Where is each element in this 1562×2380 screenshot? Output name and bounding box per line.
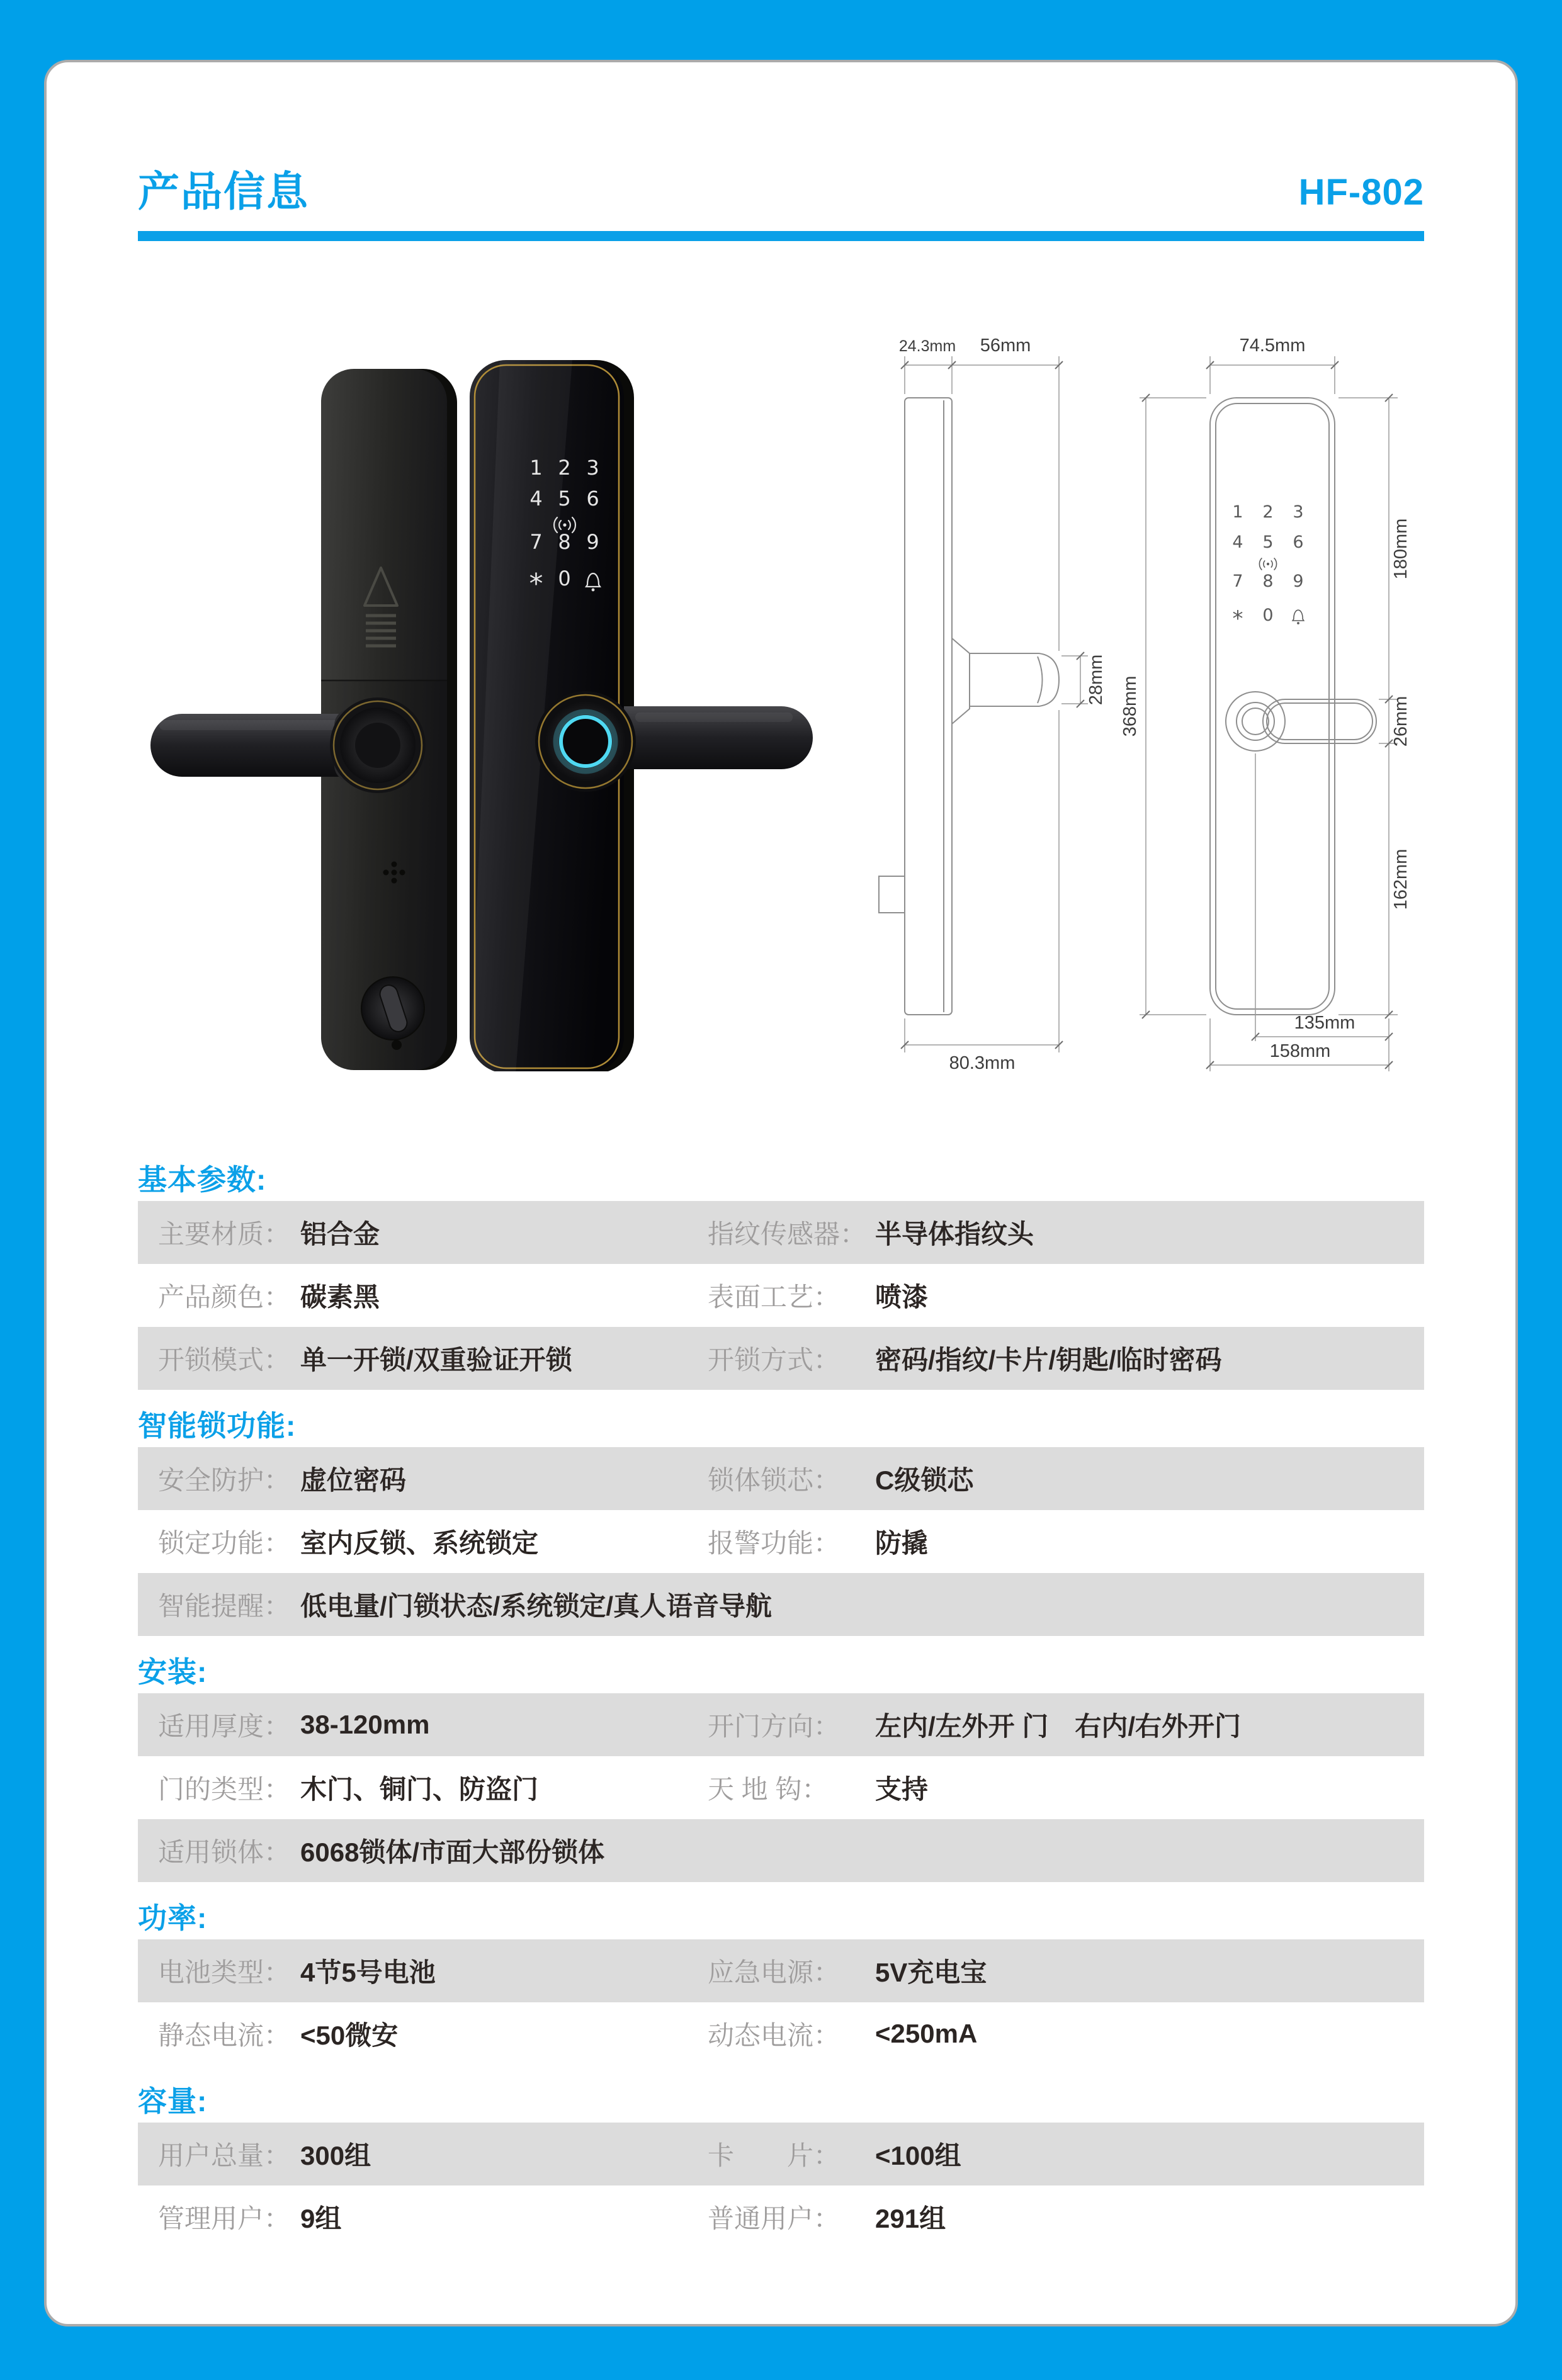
- spec-value: 6068锁体/市面大部份锁体: [300, 1837, 605, 1867]
- thumbturn-knob: [361, 977, 424, 1040]
- content-card: [44, 60, 1518, 2326]
- key-6[interactable]: 6: [586, 487, 600, 510]
- key-2[interactable]: 2: [558, 456, 572, 480]
- dim-front-bottom-inner: 135mm: [1294, 1013, 1355, 1033]
- spec-value: 木门、铜门、防盗门: [300, 1774, 539, 1804]
- spec-row: [138, 2185, 1424, 2248]
- height-dimension: [1120, 394, 1206, 1018]
- key-4[interactable]: 4: [529, 487, 543, 510]
- spec-value: 4节5号电池: [300, 1958, 436, 1987]
- spec-row: [138, 1327, 1424, 1390]
- spec-label: 开门方向：: [708, 1712, 840, 1741]
- section-title: 容量:: [138, 2085, 208, 2118]
- spec-label: 指纹传感器：: [708, 1219, 867, 1249]
- interior-lock: [150, 369, 457, 1070]
- dim-side-top-left: 24.3mm: [898, 337, 956, 355]
- spec-row: [138, 1264, 1424, 1327]
- doorbell-icon: [1293, 610, 1304, 624]
- key-3[interactable]: 3: [586, 456, 600, 480]
- fingerprint-hub: [535, 691, 636, 792]
- spec-value: 低电量/门锁状态/系统锁定/真人语音导航: [300, 1591, 773, 1621]
- spec-row: [138, 1510, 1424, 1573]
- section-smart-functions: [138, 1409, 1424, 1636]
- interior-handle-hub: [330, 697, 426, 793]
- spec-value: <100组: [875, 2141, 961, 2170]
- spec-value: 室内反锁、系统锁定: [300, 1528, 539, 1558]
- key-0[interactable]: 0: [558, 567, 572, 590]
- section-title: 安装:: [138, 1655, 208, 1688]
- key-9[interactable]: 9: [586, 530, 600, 554]
- spec-label: 主要材质：: [158, 1219, 291, 1249]
- spec-label: 电池类型：: [158, 1958, 291, 1987]
- key-6: 6: [1293, 533, 1304, 552]
- dim-side-handle-thickness: 28mm: [1086, 654, 1106, 706]
- spec-row: [138, 1939, 1424, 2002]
- spec-value: 左内/左外开 门 右内/右外开门: [875, 1712, 1242, 1741]
- spec-value: 38-120mm: [300, 1710, 430, 1739]
- spec-label: 安全防护：: [158, 1465, 291, 1495]
- key-4: 4: [1232, 533, 1243, 552]
- spec-label: 开锁模式：: [158, 1345, 291, 1375]
- exterior-lock: [470, 360, 813, 1071]
- key-8[interactable]: 8: [558, 530, 572, 554]
- spec-label: 锁体锁芯：: [708, 1465, 840, 1495]
- spec-row: [138, 2002, 1424, 2065]
- dim-front-bottom-outer: 158mm: [1269, 1041, 1331, 1061]
- product-gallery: [138, 291, 1424, 1071]
- spec-label: 报警功能：: [708, 1528, 840, 1558]
- spec-row: [138, 1819, 1424, 1882]
- key-star: *: [1232, 606, 1243, 631]
- dim-side-top-handle: 56mm: [980, 336, 1031, 356]
- side-view-drawing: [879, 336, 1106, 1071]
- spec-value: 防撬: [875, 1528, 929, 1558]
- spec-label: 卡 片：: [708, 2141, 840, 2170]
- spec-value: <50微安: [300, 2021, 399, 2050]
- side-handle: [952, 638, 970, 724]
- spec-value: C级锁芯: [875, 1465, 974, 1495]
- dim-front-upper: 180mm: [1391, 518, 1411, 580]
- spec-label: 天 地 钩：: [708, 1774, 829, 1804]
- dim-front-handle: 26mm: [1391, 696, 1411, 747]
- section-title: 基本参数:: [138, 1163, 267, 1196]
- key-7: 7: [1232, 572, 1243, 591]
- dim-front-top-width: 74.5mm: [1239, 336, 1306, 356]
- spec-label: 用户总量：: [158, 2141, 291, 2170]
- spec-value: 半导体指纹头: [875, 1219, 1034, 1249]
- wireless-icon: [1259, 558, 1276, 570]
- front-view-drawing: [1206, 336, 1411, 1071]
- section-installation: [138, 1655, 1424, 1882]
- spec-row: [138, 1693, 1424, 1756]
- spec-value: 虚位密码: [300, 1465, 407, 1495]
- spec-value: 9组: [300, 2204, 342, 2233]
- section-title: 功率:: [138, 1902, 208, 1934]
- spec-label: 静态电流：: [158, 2021, 291, 2050]
- spec-label: 产品颜色：: [158, 1282, 291, 1312]
- spec-label: 门的类型：: [158, 1774, 291, 1804]
- product-photo: [138, 291, 871, 1071]
- header-divider: [138, 231, 1424, 241]
- key-star[interactable]: *: [529, 568, 544, 600]
- spec-label: 锁定功能：: [158, 1528, 291, 1558]
- spec-tables: [138, 1163, 1424, 2248]
- key-7[interactable]: 7: [529, 530, 543, 554]
- spec-row: [138, 1201, 1424, 1264]
- spec-label: 适用厚度：: [158, 1712, 291, 1741]
- spec-value: 300组: [300, 2141, 371, 2170]
- dim-front-height: 368mm: [1120, 675, 1140, 737]
- screw-hole: [392, 1040, 402, 1050]
- spec-label: 智能提醒：: [158, 1591, 291, 1621]
- spec-label: 适用锁体：: [158, 1837, 291, 1867]
- key-9: 9: [1293, 572, 1304, 591]
- spec-value: 喷漆: [875, 1282, 929, 1312]
- section-title: 智能锁功能:: [138, 1409, 297, 1442]
- latch-tab: [879, 876, 905, 913]
- key-0: 0: [1262, 606, 1274, 625]
- spec-row: [138, 1573, 1424, 1636]
- spec-label: 开锁方式：: [708, 1345, 840, 1375]
- spec-row: [138, 1756, 1424, 1819]
- key-1: 1: [1232, 502, 1243, 522]
- spec-label: 普通用户：: [708, 2204, 840, 2233]
- section-power: [138, 1901, 1424, 2065]
- dim-side-bottom: 80.3mm: [949, 1053, 1016, 1071]
- spec-value: 铝合金: [300, 1219, 380, 1249]
- spec-row: [138, 2123, 1424, 2185]
- key-5: 5: [1262, 533, 1274, 552]
- dim-front-lower: 162mm: [1391, 849, 1411, 910]
- key-5[interactable]: 5: [558, 487, 572, 510]
- section-basic-params: [138, 1163, 1424, 1390]
- spec-value: 支持: [875, 1774, 929, 1804]
- page-title: 产品信息: [138, 168, 309, 215]
- spec-label: 应急电源：: [708, 1958, 840, 1987]
- model-number: HF-802: [1298, 172, 1424, 213]
- spec-value: 密码/指纹/卡片/钥匙/临时密码: [875, 1345, 1222, 1375]
- spec-row: [138, 1447, 1424, 1510]
- spec-value: 5V充电宝: [875, 1958, 987, 1987]
- key-2: 2: [1262, 502, 1274, 522]
- dimension-drawing: [870, 291, 1424, 1071]
- spec-value: 单一开锁/双重验证开锁: [300, 1345, 572, 1375]
- spec-label: 管理用户：: [158, 2204, 291, 2233]
- key-8: 8: [1262, 572, 1274, 591]
- spec-label: 表面工艺：: [708, 1282, 840, 1312]
- section-capacity: [138, 2084, 1424, 2248]
- spec-value: 碳素黑: [300, 1282, 380, 1312]
- header: [138, 168, 1424, 215]
- key-1[interactable]: 1: [529, 456, 543, 480]
- spec-value: 291组: [875, 2204, 946, 2233]
- spec-label: 动态电流：: [708, 2021, 840, 2050]
- spec-value: <250mA: [875, 2019, 978, 2048]
- key-3: 3: [1293, 502, 1304, 522]
